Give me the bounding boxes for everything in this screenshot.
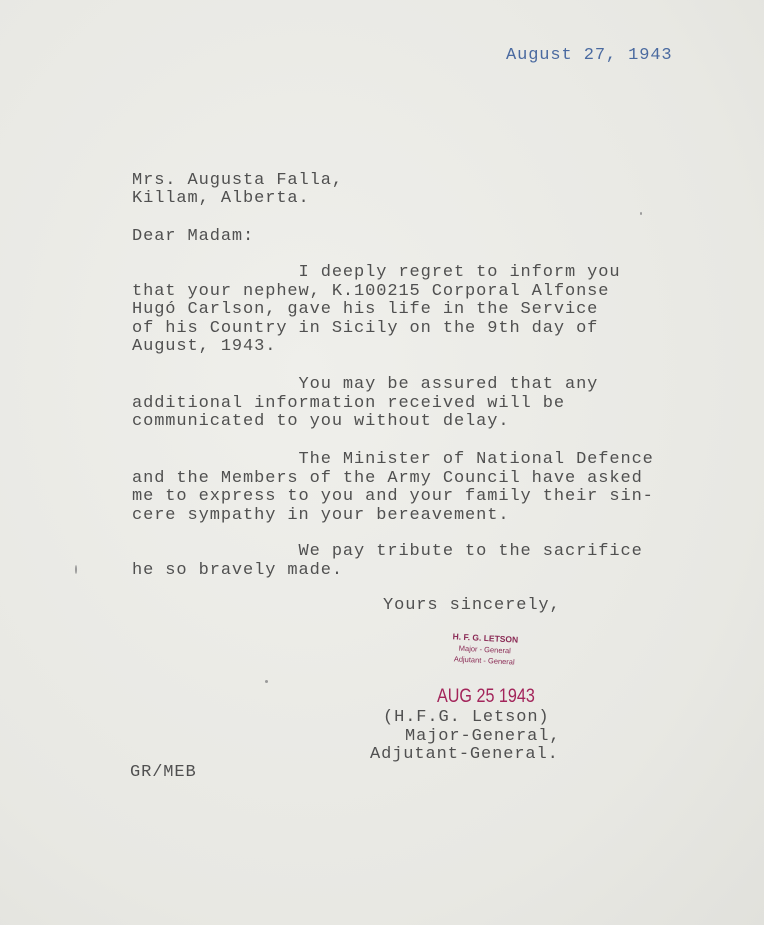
recipient-name: Mrs. Augusta Falla, <box>132 171 343 190</box>
text-line: Hugó Carlson, gave his life in the Service <box>132 300 599 319</box>
signatory-title: Adjutant-General. <box>370 745 559 764</box>
text-line: You may be assured that any <box>132 375 599 394</box>
reference-initials: GR/MEB <box>130 763 197 782</box>
stamp-name: H. F. G. LETSON <box>452 631 519 645</box>
text-line: of his Country in Sicily on the 9th day of <box>132 318 599 338</box>
text-line: communicated to you without delay. <box>132 412 510 431</box>
text-line: The Minister of National Defence <box>132 450 654 469</box>
signatory-rank: Major-General, <box>405 726 561 746</box>
closing: Yours sincerely, <box>383 596 561 615</box>
text-line: me to express to you and your family their sin- <box>132 487 654 506</box>
salutation: Dear Madam: <box>132 227 255 246</box>
text-line: We pay tribute to the sacrifice <box>132 542 643 561</box>
text-line: that your nephew, K.100215 Corporal Alfonse <box>132 281 610 301</box>
recipient-address: Killam, Alberta. <box>132 189 310 208</box>
text-line: additional information received will be <box>132 393 565 413</box>
signatory-name: (H.F.G. Letson) <box>383 708 550 727</box>
text-line: and the Members of the Army Council have asked <box>132 468 643 488</box>
text-line: I deeply regret to inform you <box>132 263 621 282</box>
text-line: cere sympathy in your bereavement. <box>132 505 510 525</box>
signature-stamp <box>451 631 518 667</box>
text-line: August, 1943. <box>132 337 277 356</box>
text-line: he so bravely made. <box>132 560 343 580</box>
letter-date: August 27, 1943 <box>506 46 673 65</box>
received-date-stamp: AUG 25 1943 <box>437 686 535 707</box>
stamp-rank: Major - General <box>458 643 512 656</box>
stamp-title: Adjutant - General <box>453 654 515 667</box>
